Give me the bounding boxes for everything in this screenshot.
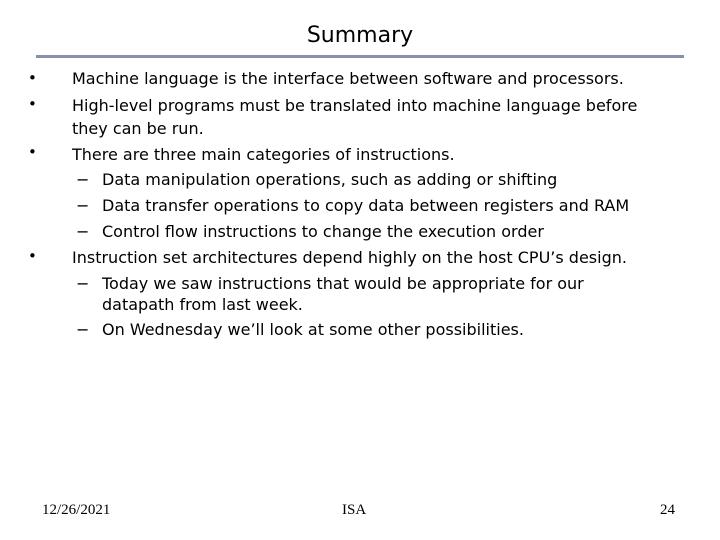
sub-bullet-marker: −: [76, 196, 90, 215]
sub-bullet-text: On Wednesday we’ll look at some other possibilities.: [102, 320, 524, 339]
bullet-text: Machine language is the interface between software and processors.: [72, 69, 624, 88]
footer-title: ISA: [342, 502, 367, 518]
sub-bullet-text: Today we saw instructions that would be appropriate for our: [102, 274, 584, 293]
bullet-text-continuation: they can be run.: [72, 119, 204, 138]
sub-bullet-marker: −: [76, 222, 90, 241]
bullet-text: High-level programs must be translated into machine language before: [72, 96, 638, 115]
footer-page-number: 24: [660, 502, 675, 518]
sub-bullet-marker: −: [76, 170, 90, 189]
bullet-text: Instruction set architectures depend highly on the host CPU’s design.: [72, 248, 627, 267]
bullet-marker: •: [28, 247, 37, 265]
sub-bullet-text-continuation: datapath from last week.: [102, 295, 303, 314]
sub-bullet-text: Data manipulation operations, such as adding or shifting: [102, 170, 558, 189]
sub-bullet-text: Data transfer operations to copy data between registers and RAM: [102, 196, 630, 215]
footer-date: 12/26/2021: [42, 502, 111, 518]
bullet-marker: •: [28, 95, 37, 113]
bullet-marker: •: [28, 69, 37, 87]
sub-bullet-marker: −: [76, 274, 90, 293]
sub-bullet-text: Control flow instructions to change the execution order: [102, 222, 544, 241]
bullet-marker: •: [28, 143, 37, 161]
bullet-text: There are three main categories of instructions.: [72, 145, 455, 164]
sub-bullet-marker: −: [76, 320, 90, 339]
slide-title: Summary: [306, 23, 414, 48]
